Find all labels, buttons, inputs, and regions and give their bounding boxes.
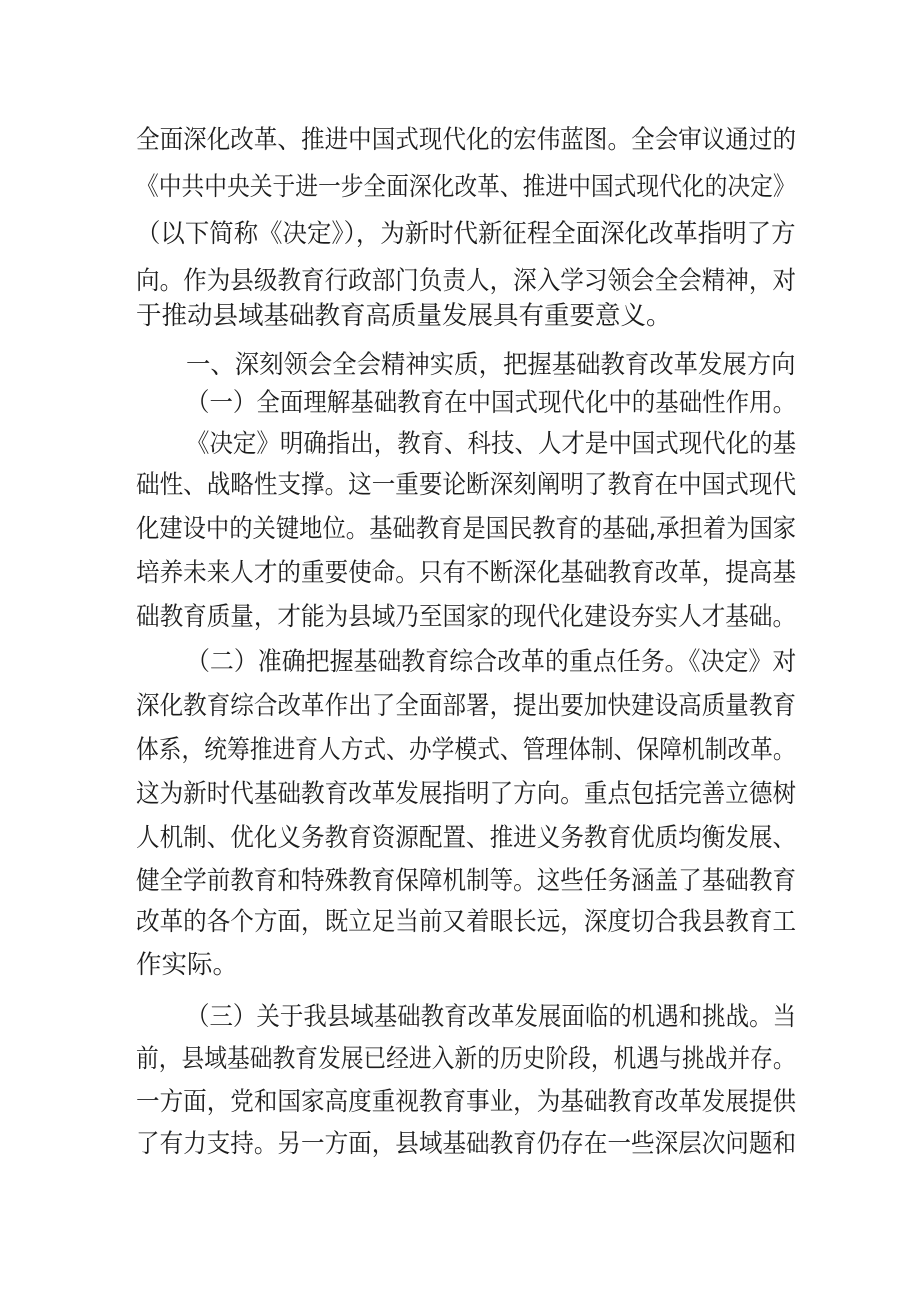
text-line: 了有力支持。另一方面，县域基础教育仍存在一些深层次问题和 <box>136 1129 797 1159</box>
text-line: 化建设中的关键地位。基础教育是国民教育的基础,承担着为国家 <box>136 514 797 544</box>
text-line: 改革的各个方面，既立足当前又着眼长远，深度切合我县教育工 <box>136 907 797 937</box>
text-line: 《决定》明确指出，教育、科技、人才是中国式现代化的基 <box>186 429 797 459</box>
subsection-heading: （一）全面理解基础教育在中国式现代化中的基础性作用。 <box>186 388 797 418</box>
text-line: 这为新时代基础教育改革发展指明了方向。重点包括完善立德树 <box>136 779 797 809</box>
text-line: 全面深化改革、推进中国式现代化的宏伟蓝图。全会审议通过的 <box>136 125 797 155</box>
text-line: 健全学前教育和特殊教育保障机制等。这些任务涵盖了基础教育 <box>136 866 797 896</box>
text-line: 础性、战略性支撑。这一重要论断深刻阐明了教育在中国式现代 <box>136 470 797 500</box>
text-line: 作实际。 <box>136 950 239 980</box>
text-line: 向。作为县级教育行政部门负责人，深入学习领会全会精神，对 <box>136 266 797 296</box>
text-line: 于推动县域基础教育高质量发展具有重要意义。 <box>136 301 672 331</box>
text-line: 人机制、优化义务教育资源配置、推进义务教育优质均衡发展、 <box>136 823 797 853</box>
text-line: （以下简称《决定》），为新时代新征程全面深化改革指明了方 <box>136 219 796 249</box>
text-line: 础教育质量，才能为县域乃至国家的现代化建设夯实人才基础。 <box>136 602 797 632</box>
text-line: 深化教育综合改革作出了全面部署，提出要加快建设高质量教育 <box>136 691 797 721</box>
text-line: 一方面，党和国家高度重视教育事业，为基础教育改革发展提供 <box>136 1087 797 1117</box>
subsection-heading: （二）准确把握基础教育综合改革的重点任务。《决定》对 <box>186 647 797 677</box>
text-line: 《中共中央关于进一步全面深化改革、推进中国式现代化的决定》 <box>136 172 796 202</box>
section-heading: 一、深刻领会全会精神实质，把握基础教育改革发展方向 <box>186 350 796 380</box>
text-line: 体系，统筹推进育人方式、办学模式、管理体制、保障机制改革。 <box>136 735 796 765</box>
text-line: 培养未来人才的重要使命。只有不断深化基础教育改革，提高基 <box>136 558 797 588</box>
subsection-heading: （三）关于我县域基础教育改革发展面临的机遇和挑战。当 <box>186 1002 797 1032</box>
text-line: 前，县域基础教育发展已经进入新的历史阶段，机遇与挑战并存。 <box>136 1044 796 1074</box>
